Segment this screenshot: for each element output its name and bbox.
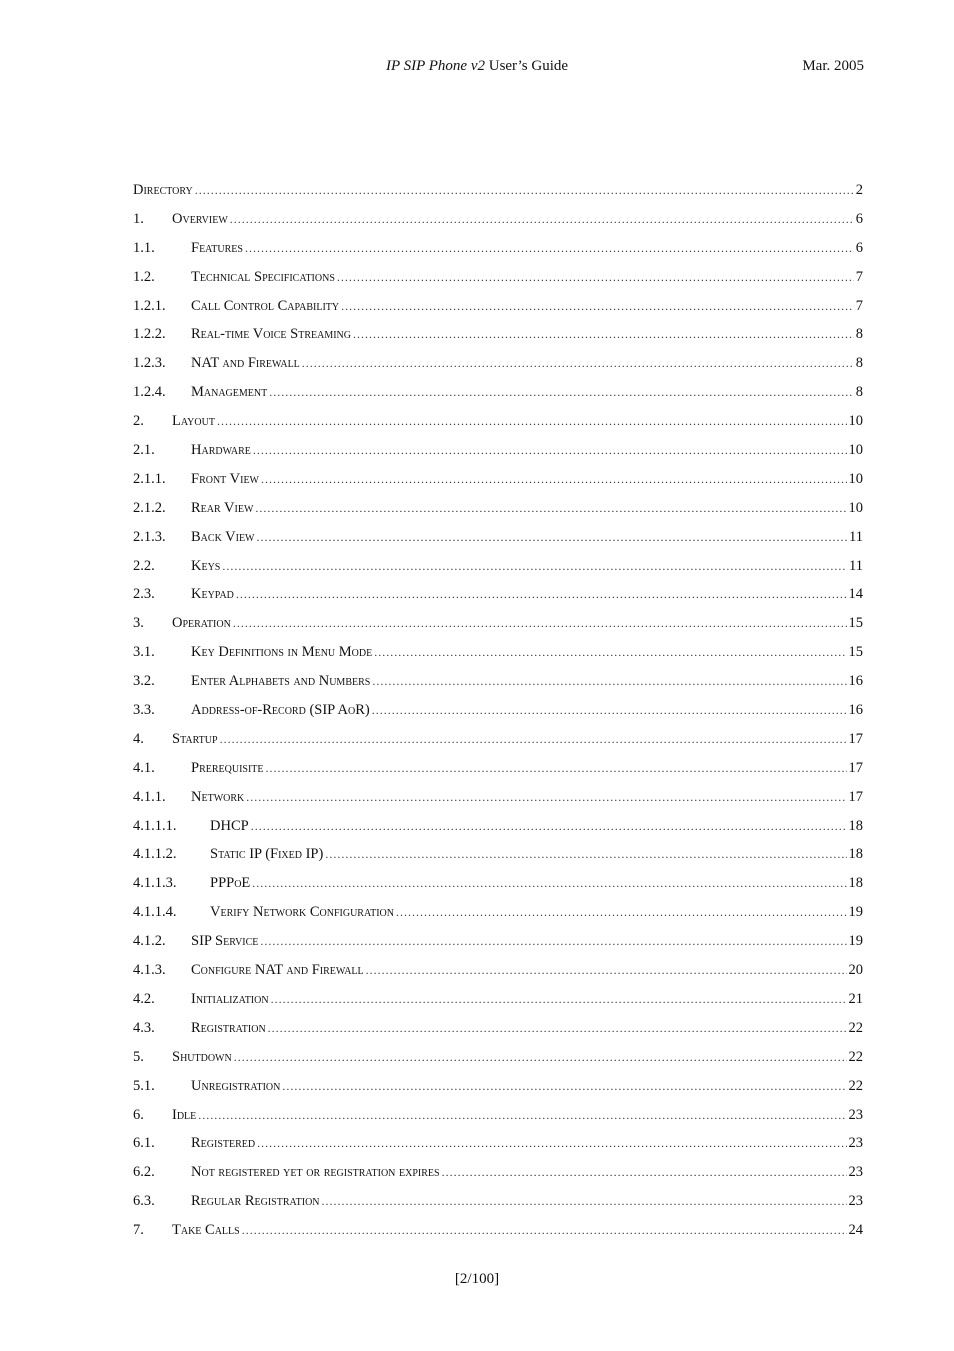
toc-entry-title: Shutdown — [172, 1048, 232, 1065]
toc-entry-number: 4. — [133, 730, 144, 747]
toc-entry-page: 21 — [848, 990, 863, 1007]
toc-entry-title: Hardware — [191, 442, 251, 459]
toc-entry[interactable] — [133, 642, 863, 671]
toc-entry-page: 17 — [848, 730, 863, 747]
toc-entry-title: Directory — [133, 182, 193, 198]
toc-entry-page: 11 — [849, 528, 863, 545]
toc-entry[interactable] — [133, 787, 863, 816]
toc-entry-number: 4.2. — [133, 990, 155, 1007]
toc-dot-leader — [374, 642, 846, 662]
toc-dot-leader — [251, 816, 847, 836]
toc-entry-number: 2.2. — [133, 557, 155, 574]
toc-dot-leader — [245, 238, 854, 258]
toc-entry-title: NAT and Firewall — [191, 355, 300, 372]
toc-entry-title: PPPoE — [210, 875, 251, 892]
toc-entry-page: 10 — [848, 499, 863, 516]
toc-entry-number: 4.3. — [133, 1019, 155, 1036]
toc-entry[interactable] — [133, 873, 863, 902]
toc-dot-leader — [236, 584, 847, 604]
toc-entry-number: 1.2.3. — [133, 355, 166, 372]
toc-entry[interactable] — [133, 960, 863, 989]
toc-dot-leader — [396, 902, 847, 922]
toc-entry-title: Unregistration — [191, 1077, 281, 1094]
toc-entry-number: 6.1. — [133, 1135, 155, 1152]
toc-entry[interactable] — [133, 816, 863, 845]
toc-dot-leader — [325, 844, 846, 864]
toc-entry-page: 10 — [848, 413, 863, 430]
toc-entry-title: Management — [191, 384, 268, 401]
toc-entry-number: 2.1.2. — [133, 499, 166, 516]
toc-entry-number: 1.2. — [133, 268, 155, 285]
toc-entry-title: Layout — [172, 413, 215, 430]
toc-entry-title: Not registered yet or registration expires — [191, 1164, 440, 1181]
toc-entry[interactable] — [133, 931, 863, 960]
toc-entry-number: 4.1.2. — [133, 933, 166, 950]
toc-entry[interactable] — [133, 1162, 863, 1191]
toc-entry-number: 4.1.1. — [133, 788, 166, 805]
toc-entry-number: 2. — [133, 413, 144, 430]
toc-dot-leader — [195, 180, 854, 200]
page-number: [2/100] — [454, 1271, 500, 1287]
toc-entry[interactable] — [133, 411, 863, 440]
toc-dot-leader — [337, 267, 854, 287]
toc-entry-title: Startup — [172, 730, 218, 747]
toc-entry-page: 19 — [848, 933, 863, 950]
toc-entry-number: 6.3. — [133, 1193, 155, 1210]
toc-entry[interactable] — [133, 1105, 863, 1134]
toc-entry[interactable] — [133, 1076, 863, 1105]
toc-entry-title: Idle — [172, 1106, 197, 1123]
toc-entry[interactable] — [133, 440, 863, 469]
toc-entry-title: Configure NAT and Firewall — [191, 962, 364, 979]
toc-entry-page: 14 — [848, 586, 863, 603]
toc-entry-page: 23 — [848, 1164, 863, 1181]
toc-entry[interactable] — [133, 556, 863, 585]
toc-dot-leader — [233, 613, 847, 633]
toc-entry-title: Real-time Voice Streaming — [191, 326, 352, 343]
toc-entry-title: Technical Specifications — [191, 268, 335, 285]
toc-entry-title: Take Calls — [172, 1222, 240, 1239]
toc-entry-page: 11 — [849, 557, 863, 574]
toc-dot-leader — [260, 931, 846, 951]
toc-entry-title: Keys — [191, 557, 221, 574]
toc-entry-number: 1. — [133, 210, 144, 227]
toc-entry-title: SIP Service — [191, 933, 259, 950]
guide-label: User’s Guide — [484, 58, 569, 74]
toc-entry-page: 17 — [848, 759, 863, 776]
toc-entry-page: 8 — [855, 384, 863, 401]
toc-entry-page: 20 — [848, 962, 863, 979]
toc-dot-leader — [322, 1191, 847, 1211]
toc-dot-leader — [246, 787, 846, 807]
toc-dot-leader — [372, 700, 847, 720]
toc-entry-title: Operation — [172, 615, 231, 632]
toc-entry[interactable] — [133, 584, 863, 613]
toc-dot-leader — [234, 1047, 847, 1067]
toc-entry-title: Registration — [191, 1019, 266, 1036]
toc-entry[interactable] — [133, 324, 863, 353]
toc-entry[interactable] — [133, 469, 863, 498]
toc-entry[interactable] — [133, 729, 863, 758]
toc-entry-title: Rear View — [191, 499, 254, 516]
toc-entry[interactable] — [133, 238, 863, 267]
toc-entry-page: 8 — [855, 355, 863, 372]
toc-dot-leader — [282, 1076, 846, 1096]
toc-entry[interactable] — [133, 1220, 863, 1249]
toc-entry-page: 19 — [848, 904, 863, 921]
toc-entry-number: 2.1.3. — [133, 528, 166, 545]
toc-entry-number: 4.1.1.2. — [133, 846, 177, 863]
toc-entry-number: 4.1. — [133, 759, 155, 776]
toc-entry[interactable] — [133, 180, 863, 209]
toc-dot-leader — [242, 1220, 847, 1240]
toc-dot-leader — [266, 758, 847, 778]
toc-entry-title: Initialization — [191, 990, 269, 1007]
toc-entry-title: Overview — [172, 210, 228, 227]
toc-entry-title: Verify Network Configuration — [210, 904, 394, 921]
toc-entry-number: 2.1.1. — [133, 470, 166, 487]
toc-dot-leader — [302, 353, 854, 373]
toc-entry-title: Keypad — [191, 586, 234, 603]
toc-entry[interactable] — [133, 844, 863, 873]
toc-entry-page: 16 — [848, 673, 863, 690]
toc-entry[interactable] — [133, 758, 863, 787]
toc-entry-number: 1.1. — [133, 239, 155, 256]
toc-entry-page: 7 — [855, 268, 863, 285]
toc-entry-number: 7. — [133, 1222, 144, 1239]
toc-entry-number: 4.1.1.4. — [133, 904, 177, 921]
toc-entry-number: 5. — [133, 1048, 144, 1065]
toc-dot-leader — [261, 469, 847, 489]
toc-entry-page: 18 — [848, 817, 863, 834]
toc-dot-leader — [217, 411, 847, 431]
toc-dot-leader — [253, 440, 847, 460]
toc-entry-title: Static IP (Fixed IP) — [210, 846, 324, 863]
toc-entry-title: Features — [191, 239, 243, 256]
toc-entry-page: 16 — [848, 702, 863, 719]
toc-entry-page: 23 — [848, 1135, 863, 1152]
toc-entry-title: Front View — [191, 470, 259, 487]
toc-entry-page: 23 — [848, 1193, 863, 1210]
toc-entry-page: 24 — [848, 1222, 863, 1239]
toc-entry-number: 4.1.3. — [133, 962, 166, 979]
toc-entry-page: 6 — [855, 210, 863, 227]
toc-entry-page: 2 — [855, 182, 863, 198]
toc-entry-page: 10 — [848, 470, 863, 487]
toc-entry-page: 18 — [848, 846, 863, 863]
toc-entry[interactable] — [133, 267, 863, 296]
toc-entry-number: 1.2.1. — [133, 297, 166, 314]
toc-entry-title: Enter Alphabets and Numbers — [191, 673, 371, 690]
toc-entry-page: 22 — [848, 1077, 863, 1094]
toc-dot-leader — [268, 1018, 847, 1038]
toc-dot-leader — [366, 960, 847, 980]
toc-entry[interactable] — [133, 1133, 863, 1162]
toc-entry-page: 15 — [848, 644, 863, 661]
toc-entry[interactable] — [133, 671, 863, 700]
toc-dot-leader — [372, 671, 846, 691]
toc-dot-leader — [220, 729, 847, 749]
toc-entry-title: Prerequisite — [191, 759, 264, 776]
toc-entry-title: DHCP — [210, 817, 249, 834]
toc-dot-leader — [230, 209, 854, 229]
toc-entry[interactable] — [133, 1047, 863, 1076]
toc-entry[interactable] — [133, 613, 863, 642]
toc-dot-leader — [222, 556, 847, 576]
toc-entry-page: 22 — [848, 1019, 863, 1036]
toc-entry-title: Registered — [191, 1135, 256, 1152]
toc-dot-leader — [198, 1105, 846, 1125]
toc-entry-number: 3.2. — [133, 673, 155, 690]
toc-entry-number: 1.2.2. — [133, 326, 166, 343]
toc-entry-number: 6.2. — [133, 1164, 155, 1181]
toc-dot-leader — [257, 1133, 846, 1153]
toc-entry-title: Network — [191, 788, 245, 805]
toc-entry[interactable] — [133, 209, 863, 238]
toc-entry-page: 6 — [855, 239, 863, 256]
toc-entry[interactable] — [133, 382, 863, 411]
toc-entry[interactable] — [133, 700, 863, 729]
toc-entry[interactable] — [133, 498, 863, 527]
toc-entry-number: 4.1.1.1. — [133, 817, 177, 834]
toc-entry-number: 5.1. — [133, 1077, 155, 1094]
toc-entry-number: 1.2.4. — [133, 384, 166, 401]
toc-entry-page: 17 — [848, 788, 863, 805]
toc-dot-leader — [269, 382, 854, 402]
toc-entry-page: 7 — [855, 297, 863, 314]
product-name: IP SIP Phone v2 — [385, 58, 485, 74]
toc-entry-page: 18 — [848, 875, 863, 892]
page-header-date: Mar. 2005 — [802, 58, 864, 74]
toc-entry-number: 3.3. — [133, 702, 155, 719]
toc-dot-leader — [252, 873, 846, 893]
toc-entry[interactable] — [133, 1018, 863, 1047]
toc-entry[interactable] — [133, 527, 863, 556]
toc-entry[interactable] — [133, 296, 863, 325]
toc-entry-number: 6. — [133, 1106, 144, 1123]
toc-entry-page: 23 — [848, 1106, 863, 1123]
toc-entry-page: 22 — [848, 1048, 863, 1065]
toc-entry-page: 10 — [848, 442, 863, 459]
toc-dot-leader — [255, 498, 846, 518]
toc-entry-title: Key Definitions in Menu Mode — [191, 644, 373, 661]
toc-dot-leader — [353, 324, 854, 344]
toc-entry-number: 3. — [133, 615, 144, 632]
table-of-contents — [133, 180, 863, 1249]
toc-entry-title: Address-of-Record (SIP AoR) — [191, 702, 370, 719]
toc-entry[interactable] — [133, 1191, 863, 1220]
toc-dot-leader — [257, 527, 848, 547]
toc-entry-number: 2.3. — [133, 586, 155, 603]
toc-entry[interactable] — [133, 902, 863, 931]
toc-entry-number: 2.1. — [133, 442, 155, 459]
toc-dot-leader — [341, 296, 854, 316]
toc-entry-title: Regular Registration — [191, 1193, 320, 1210]
toc-entry-page: 8 — [855, 326, 863, 343]
toc-entry[interactable] — [133, 353, 863, 382]
toc-entry[interactable] — [133, 989, 863, 1018]
toc-entry-page: 15 — [848, 615, 863, 632]
toc-entry-number: 3.1. — [133, 644, 155, 661]
toc-entry-number: 4.1.1.3. — [133, 875, 177, 892]
toc-dot-leader — [442, 1162, 847, 1182]
toc-entry-title: Back View — [191, 528, 255, 545]
toc-entry-title: Call Control Capability — [191, 297, 340, 314]
toc-dot-leader — [271, 989, 847, 1009]
